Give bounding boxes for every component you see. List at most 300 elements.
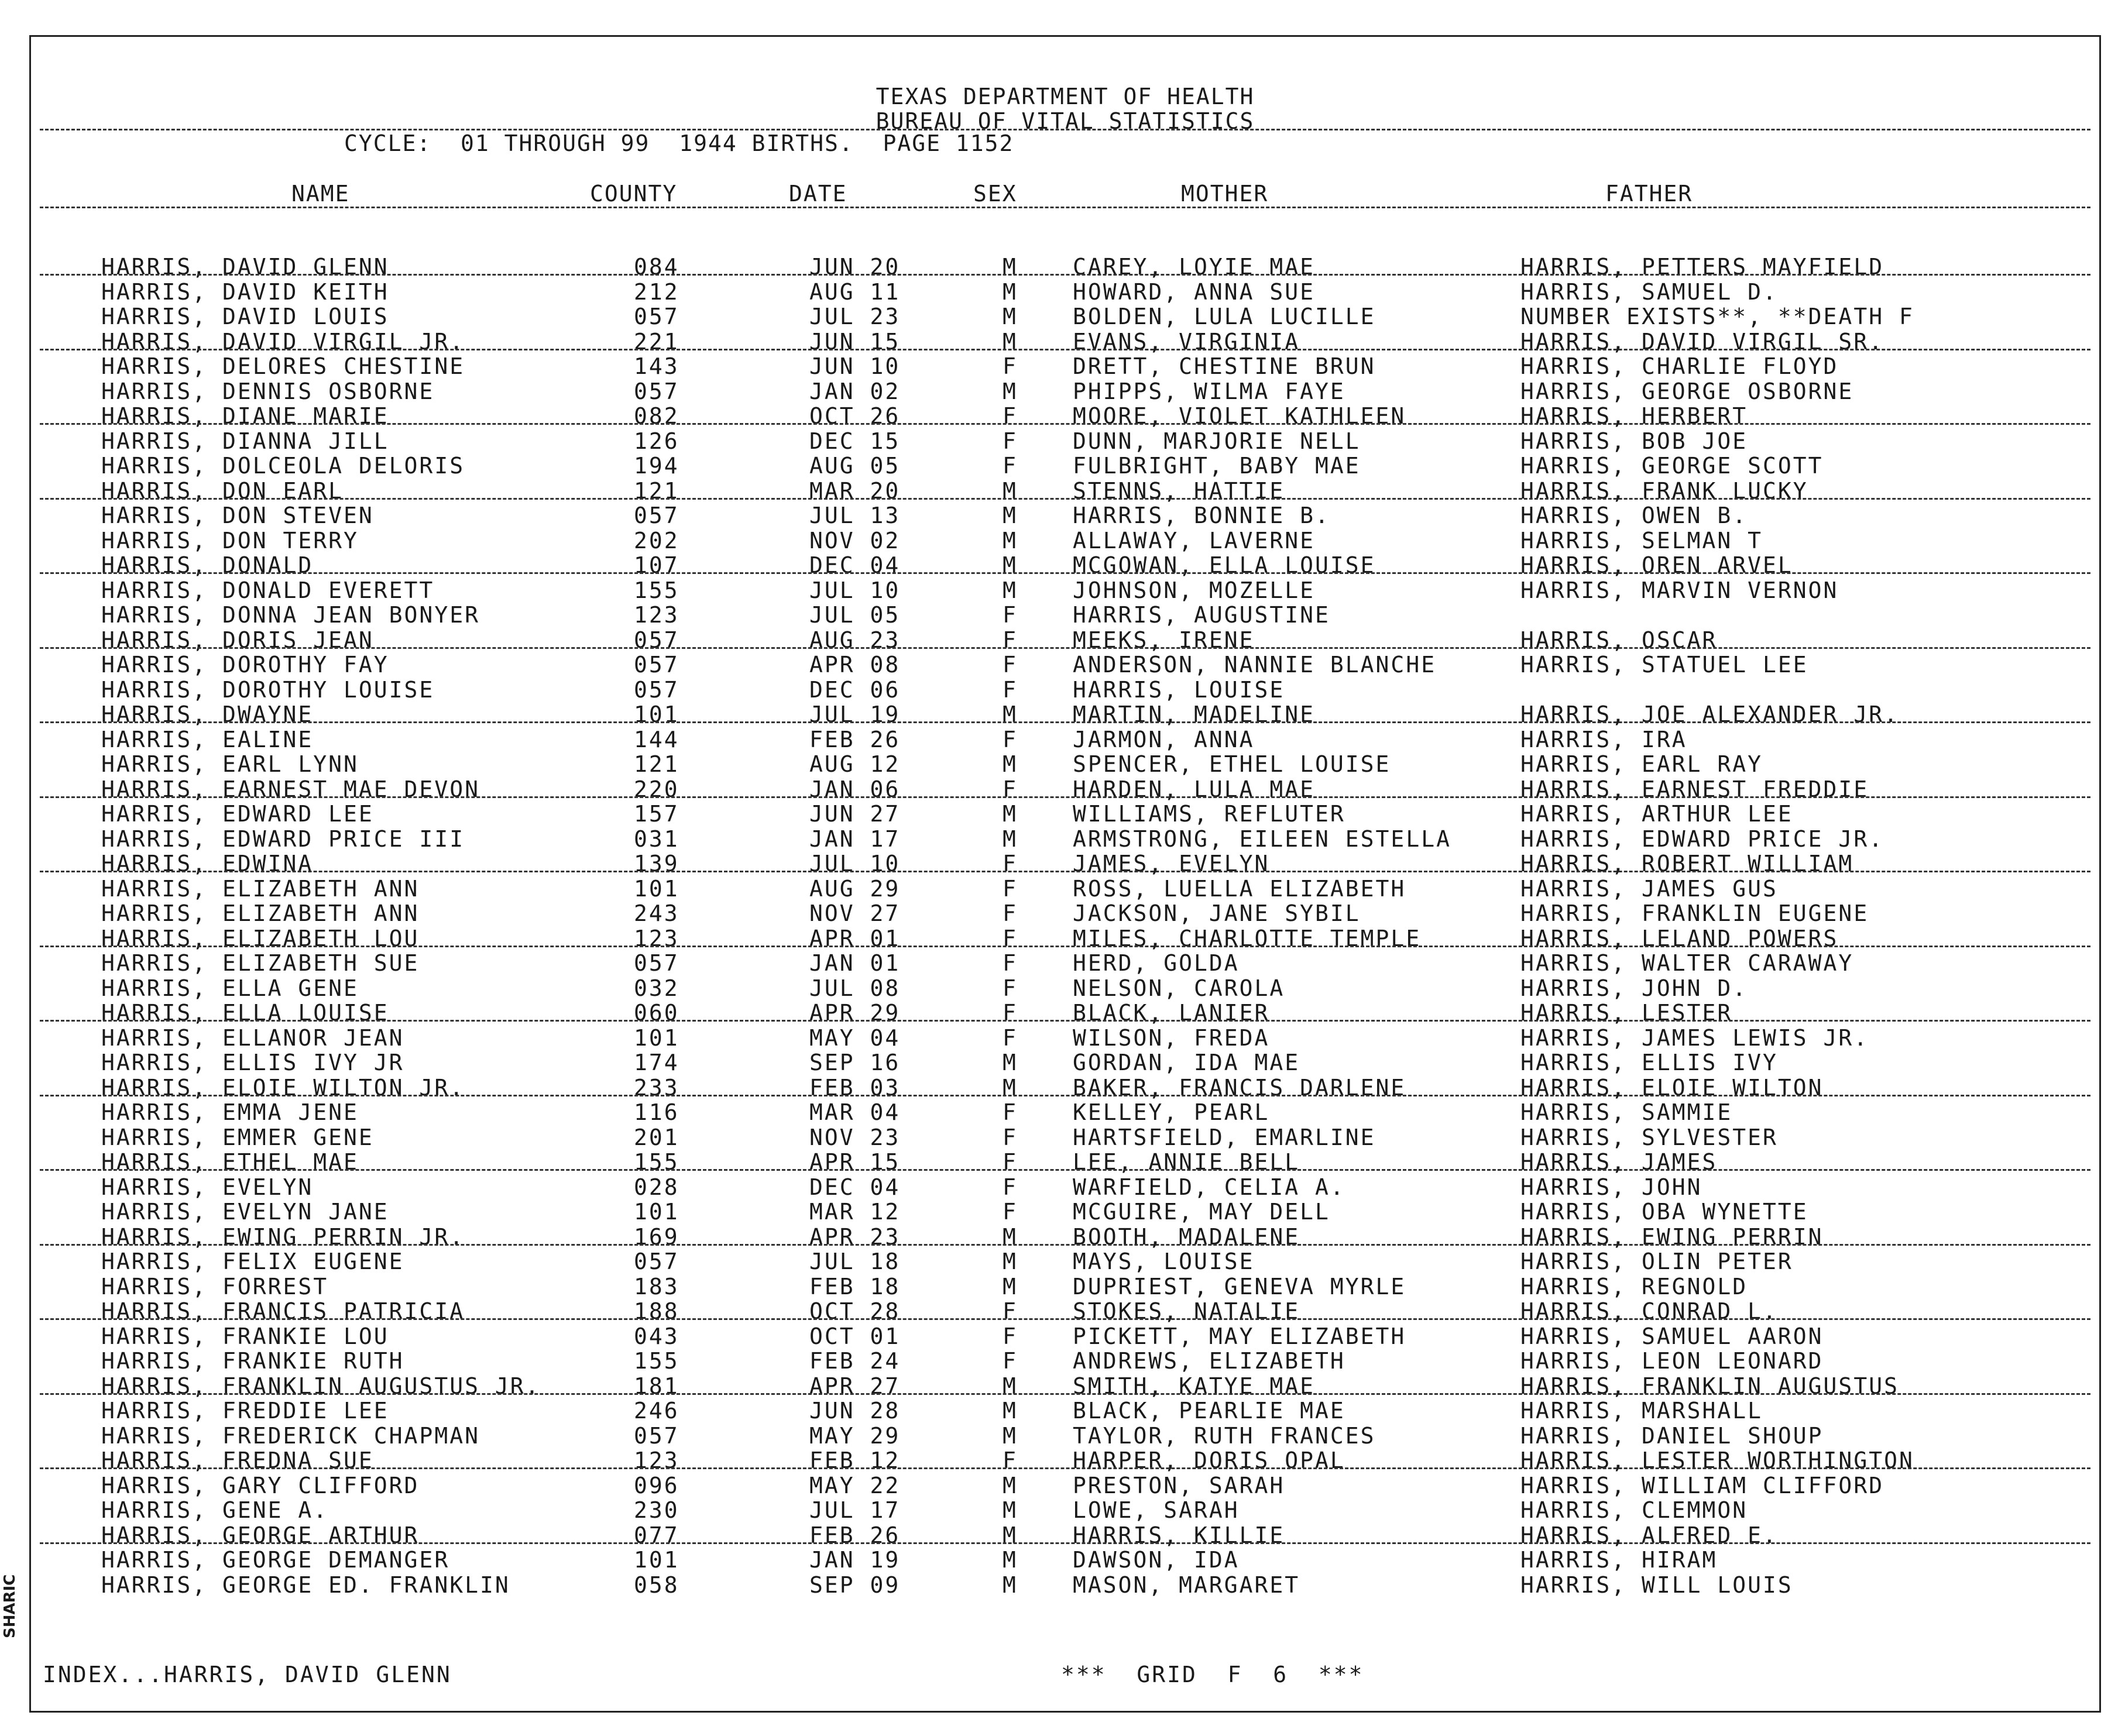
table-row [31,777,2099,802]
cell-mother: STOKES, NATALIE [1073,1298,1300,1324]
cell-father: HARRIS, FRANK LUCKY [1520,477,1808,504]
cell-father: HARRIS, JAMES [1520,1149,1718,1175]
cell-county: 101 [634,1547,679,1573]
cell-mother: WILSON, FREDA [1073,1025,1270,1051]
side-mark: SHARIC [1,1574,19,1638]
cell-sex: F [1003,353,1018,379]
cell-father: HARRIS, OSCAR [1520,627,1718,653]
cell-name: HARRIS, FRANCIS PATRICIA [101,1298,465,1324]
cell-father: HARRIS, OWEN B. [1520,503,1748,528]
table-row [31,1548,2099,1572]
cell-name: HARRIS, ELIZABETH SUE [101,950,420,976]
cell-county: 057 [634,627,679,653]
cell-mother: JOHNSON, MOZELLE [1073,577,1316,603]
cell-sex: M [1003,477,1018,504]
cell-name: HARRIS, DOLCEOLA DELORIS [101,453,465,479]
cell-name: HARRIS, FRANKIE RUTH [101,1348,404,1374]
table-row [31,1225,2099,1249]
cell-date: JUL 13 [809,503,901,528]
cell-sex: M [1003,826,1018,852]
cell-sex: F [1003,403,1018,429]
cell-mother: EVANS, VIRGINIA [1073,328,1300,355]
cell-name: HARRIS, EARL LYNN [101,751,359,777]
cell-sex: F [1003,1025,1018,1051]
table-row [31,652,2099,677]
cell-mother: HARTSFIELD, EMARLINE [1073,1124,1376,1150]
table-row [31,951,2099,975]
cell-sex: M [1003,378,1018,404]
table-row [31,1573,2099,1597]
cell-father: HARRIS, HERBERT [1520,403,1748,429]
cell-county: 139 [634,851,679,876]
cell-name: HARRIS, FRANKLIN AUGUSTUS JR. [101,1373,541,1399]
cell-father: HARRIS, SAMUEL AARON [1520,1323,1824,1349]
cell-name: HARRIS, EMMA JENE [101,1099,359,1125]
cell-county: 058 [634,1572,679,1598]
cell-mother: BOOTH, MADALENE [1073,1223,1300,1250]
table-row [31,1026,2099,1050]
cell-name: HARRIS, GEORGE DEMANGER [101,1547,450,1573]
cell-mother: HARDEN, LULA MAE [1073,776,1316,802]
column-header-date: DATE [789,181,847,207]
cell-county: 031 [634,826,679,852]
cell-date: JUN 10 [809,353,901,379]
cell-sex: M [1003,1422,1018,1449]
cell-name: HARRIS, ELLANOR JEAN [101,1025,404,1051]
cell-sex: M [1003,527,1018,554]
cell-mother: MOORE, VIOLET KATHLEEN [1073,403,1406,429]
cell-mother: HARPER, DORIS OPAL [1073,1448,1345,1473]
cell-date: FEB 26 [809,726,901,752]
cell-mother: TAYLOR, RUTH FRANCES [1073,1422,1376,1449]
cell-date: OCT 01 [809,1323,901,1349]
table-row [31,752,2099,776]
cell-father: HARRIS, GEORGE OSBORNE [1520,378,1854,404]
cell-mother: ANDREWS, ELIZABETH [1073,1348,1345,1374]
cell-father: HARRIS, BOB JOE [1520,428,1748,454]
cell-father: HARRIS, SELMAN T [1520,527,1763,554]
table-row [31,727,2099,752]
table-row [31,926,2099,951]
cell-father: HARRIS, LESTER [1520,1000,1733,1026]
table-row [31,1398,2099,1423]
cell-sex: M [1003,801,1018,827]
cell-mother: MAYS, LOUISE [1073,1249,1255,1274]
cell-name: HARRIS, EMMER GENE [101,1124,374,1150]
cell-father: HARRIS, DANIEL SHOUP [1520,1422,1824,1449]
cell-sex: M [1003,279,1018,305]
cell-date: DEC 06 [809,676,901,703]
cell-name: HARRIS, FORREST [101,1273,329,1300]
cell-date: MAR 12 [809,1199,901,1225]
cell-name: HARRIS, ELIZABETH ANN [101,900,420,926]
cell-date: MAY 22 [809,1472,901,1498]
cell-mother: FULBRIGHT, BABY MAE [1073,453,1361,479]
cell-mother: SPENCER, ETHEL LOUISE [1073,751,1391,777]
cell-name: HARRIS, FREDNA SUE [101,1448,374,1473]
cell-mother: BOLDEN, LULA LUCILLE [1073,304,1376,329]
table-row [31,1299,2099,1324]
cell-father: HARRIS, LELAND POWERS [1520,925,1839,951]
cell-name: HARRIS, EDWINA [101,851,314,876]
cell-name: HARRIS, DOROTHY LOUISE [101,676,435,703]
cell-name: HARRIS, DAVID LOUIS [101,304,389,329]
cell-name: HARRIS, DON STEVEN [101,503,374,528]
table-row [31,1001,2099,1025]
cell-date: JUN 27 [809,801,901,827]
cell-sex: M [1003,1074,1018,1101]
cell-sex: M [1003,1547,1018,1573]
cell-date: JUL 23 [809,304,901,329]
cell-date: JUL 10 [809,851,901,876]
cell-mother: HARRIS, BONNIE B. [1073,503,1330,528]
cell-father: HARRIS, SYLVESTER [1520,1124,1778,1150]
cell-name: HARRIS, DAVID GLENN [101,254,389,280]
cell-county: 082 [634,403,679,429]
cell-county: 057 [634,503,679,528]
cell-date: APR 23 [809,1223,901,1250]
cell-date: JUN 15 [809,328,901,355]
cell-sex: M [1003,503,1018,528]
cell-father: HARRIS, FRANKLIN AUGUSTUS [1520,1373,1899,1399]
cell-name: HARRIS, EARNEST MAE DEVON [101,776,480,802]
column-header-sex: SEX [973,181,1017,207]
cell-mother: STENNS, HATTIE [1073,477,1285,504]
cell-county: 188 [634,1298,679,1324]
cell-mother: ANDERSON, NANNIE BLANCHE [1073,652,1437,678]
cell-name: HARRIS, EWING PERRIN JR. [101,1223,465,1250]
cell-name: HARRIS, ELIZABETH ANN [101,875,420,902]
cell-date: JUL 18 [809,1249,901,1274]
cell-date: JUL 08 [809,975,901,1001]
cell-name: HARRIS, ELLIS IVY JR [101,1050,404,1075]
cell-county: 057 [634,1422,679,1449]
cell-mother: MEEKS, IRENE [1073,627,1255,653]
cell-name: HARRIS, DIANNA JILL [101,428,389,454]
cell-name: HARRIS, ELOIE WILTON JR. [101,1074,465,1101]
cell-sex: F [1003,627,1018,653]
cell-county: 028 [634,1174,679,1200]
cell-county: 116 [634,1099,679,1125]
cell-father: HARRIS, CONRAD L. [1520,1298,1778,1324]
cell-name: HARRIS, DORIS JEAN [101,627,374,653]
cell-sex: M [1003,304,1018,329]
column-header-mother: MOTHER [1181,181,1269,207]
cell-father: HARRIS, WILL LOUIS [1520,1572,1793,1598]
table-row [31,1125,2099,1150]
table-row [31,553,2099,577]
cell-mother: WARFIELD, CELIA A. [1073,1174,1345,1200]
cell-sex: M [1003,1497,1018,1523]
footer-grid: *** GRID F 6 *** [1061,1662,1364,1687]
cell-name: HARRIS, ELLA LOUISE [101,1000,389,1026]
cell-sex: F [1003,652,1018,678]
table-row [31,1050,2099,1075]
table-row [31,528,2099,553]
table-row [31,255,2099,279]
cell-father: HARRIS, WALTER CARAWAY [1520,950,1854,976]
cell-date: APR 08 [809,652,901,678]
column-header-county: COUNTY [590,181,678,207]
cell-mother: KELLEY, PEARL [1073,1099,1270,1125]
cell-name: HARRIS, FRANKIE LOU [101,1323,389,1349]
cell-mother: HERD, GOLDA [1073,950,1240,976]
cell-county: 155 [634,1149,679,1175]
cell-date: SEP 16 [809,1050,901,1075]
cell-date: JUL 19 [809,702,901,727]
table-row [31,304,2099,329]
cell-date: JAN 19 [809,1547,901,1573]
table-row [31,1199,2099,1224]
cell-sex: M [1003,1373,1018,1399]
cell-sex: F [1003,1099,1018,1125]
cell-sex: M [1003,1398,1018,1424]
cell-name: HARRIS, ELIZABETH LOU [101,925,420,951]
cell-father: HARRIS, MARVIN VERNON [1520,577,1839,603]
cell-date: NOV 02 [809,527,901,554]
cycle-line: CYCLE: 01 THROUGH 99 1944 BIRTHS. PAGE 1152 [344,130,1014,156]
cell-county: 233 [634,1074,679,1101]
cell-date: JUL 05 [809,602,901,628]
cell-mother: PHIPPS, WILMA FAYE [1073,378,1345,404]
cell-father: HARRIS, EARL RAY [1520,751,1763,777]
cell-father: HARRIS, STATUEL LEE [1520,652,1808,678]
cell-sex: M [1003,1223,1018,1250]
cell-date: OCT 26 [809,403,901,429]
cell-date: MAR 04 [809,1099,901,1125]
cell-sex: M [1003,328,1018,355]
cell-name: HARRIS, EDWARD PRICE III [101,826,465,852]
cell-mother: HARRIS, LOUISE [1073,676,1285,703]
cell-sex: M [1003,1572,1018,1598]
table-row [31,429,2099,453]
cell-name: HARRIS, EVELYN JANE [101,1199,389,1225]
cell-father: HARRIS, OBA WYNETTE [1520,1199,1808,1225]
cell-father: HARRIS, IRA [1520,726,1687,752]
cell-father: HARRIS, ELOIE WILTON [1520,1074,1824,1101]
cell-county: 157 [634,801,679,827]
cell-father: HARRIS, ELLIS IVY [1520,1050,1778,1075]
cell-mother: GORDAN, IDA MAE [1073,1050,1300,1075]
table-row [31,901,2099,926]
cell-mother: JACKSON, JANE SYBIL [1073,900,1361,926]
cell-date: DEC 04 [809,552,901,578]
cell-sex: F [1003,975,1018,1001]
cell-name: HARRIS, GARY CLIFFORD [101,1472,420,1498]
cell-county: 181 [634,1373,679,1399]
cell-county: 101 [634,875,679,902]
cell-date: FEB 26 [809,1522,901,1548]
cell-father: HARRIS, OLIN PETER [1520,1249,1793,1274]
cell-date: JAN 01 [809,950,901,976]
cell-date: APR 27 [809,1373,901,1399]
table-row [31,379,2099,404]
cell-sex: F [1003,950,1018,976]
table-row [31,1249,2099,1274]
cell-county: 123 [634,925,679,951]
cell-mother: MILES, CHARLOTTE TEMPLE [1073,925,1422,951]
cell-date: NOV 27 [809,900,901,926]
cell-sex: M [1003,1472,1018,1498]
table-row [31,354,2099,379]
cell-date: JUL 17 [809,1497,901,1523]
cell-name: HARRIS, ETHEL MAE [101,1149,359,1175]
cell-sex: M [1003,702,1018,727]
cell-father: HARRIS, FRANKLIN EUGENE [1520,900,1869,926]
cell-date: DEC 04 [809,1174,901,1200]
cell-mother: CAREY, LOYIE MAE [1073,254,1316,280]
cell-county: 221 [634,328,679,355]
cell-mother: JAMES, EVELYN [1073,851,1270,876]
table-row [31,1498,2099,1522]
cell-date: AUG 29 [809,875,901,902]
cell-name: HARRIS, DENNIS OSBORNE [101,378,435,404]
cell-name: HARRIS, EALINE [101,726,314,752]
cell-county: 246 [634,1398,679,1424]
cell-name: HARRIS, EVELYN [101,1174,314,1200]
cell-mother: PRESTON, SARAH [1073,1472,1285,1498]
cell-mother: BAKER, FRANCIS DARLENE [1073,1074,1406,1101]
cell-date: MAY 04 [809,1025,901,1051]
cell-sex: F [1003,1199,1018,1225]
cell-county: 201 [634,1124,679,1150]
cell-mother: JARMON, ANNA [1073,726,1255,752]
cell-county: 043 [634,1323,679,1349]
cell-county: 121 [634,477,679,504]
cell-sex: F [1003,1124,1018,1150]
cell-county: 126 [634,428,679,454]
cell-mother: PICKETT, MAY ELIZABETH [1073,1323,1406,1349]
cell-county: 057 [634,378,679,404]
table-row [31,1324,2099,1349]
table-row [31,678,2099,702]
cell-mother: DUPRIEST, GENEVA MYRLE [1073,1273,1406,1300]
cell-sex: F [1003,1323,1018,1349]
cell-mother: MASON, MARGARET [1073,1572,1300,1598]
cell-mother: DUNN, MARJORIE NELL [1073,428,1361,454]
table-row [31,1349,2099,1373]
cell-date: FEB 12 [809,1448,901,1473]
cell-date: APR 15 [809,1149,901,1175]
cell-county: 155 [634,577,679,603]
cell-county: 096 [634,1472,679,1498]
cell-father: HARRIS, MARSHALL [1520,1398,1763,1424]
cell-mother: NELSON, CAROLA [1073,975,1285,1001]
cell-date: JUN 20 [809,254,901,280]
cell-county: 101 [634,1025,679,1051]
cell-date: AUG 11 [809,279,901,305]
cell-sex: F [1003,1149,1018,1175]
table-row [31,1274,2099,1299]
cell-father: HARRIS, JAMES LEWIS JR. [1520,1025,1869,1051]
cell-date: NOV 23 [809,1124,901,1150]
cell-county: 123 [634,602,679,628]
table-row [31,1374,2099,1398]
cell-father: HARRIS, LEON LEONARD [1520,1348,1824,1374]
records-table [31,37,2099,1711]
cell-sex: F [1003,1448,1018,1473]
table-row [31,1100,2099,1125]
cell-name: HARRIS, DON TERRY [101,527,359,554]
cell-date: DEC 15 [809,428,901,454]
document-frame [29,35,2101,1713]
cell-sex: M [1003,751,1018,777]
cell-date: JUN 28 [809,1398,901,1424]
cell-father: HARRIS, JOHN D. [1520,975,1748,1001]
cell-sex: M [1003,1273,1018,1300]
cell-county: 032 [634,975,679,1001]
cell-mother: LEE, ANNIE BELL [1073,1149,1300,1175]
cell-county: 230 [634,1497,679,1523]
cell-mother: LOWE, SARAH [1073,1497,1240,1523]
cell-county: 144 [634,726,679,752]
cell-county: 220 [634,776,679,802]
cell-date: APR 01 [809,925,901,951]
cell-sex: M [1003,577,1018,603]
cell-name: HARRIS, DELORES CHESTINE [101,353,465,379]
table-row [31,1448,2099,1473]
table-row [31,1424,2099,1448]
table-row [31,1175,2099,1199]
cell-mother: MARTIN, MADELINE [1073,702,1316,727]
table-row [31,802,2099,826]
cell-sex: F [1003,602,1018,628]
cell-name: HARRIS, FELIX EUGENE [101,1249,404,1274]
document-title: TEXAS DEPARTMENT OF HEALTH [876,84,1255,109]
cell-sex: F [1003,726,1018,752]
table-row [31,329,2099,354]
cell-sex: F [1003,1348,1018,1374]
cell-mother: ARMSTRONG, EILEEN ESTELLA [1073,826,1451,852]
cell-name: HARRIS, DAVID KEITH [101,279,389,305]
table-row [31,479,2099,503]
cell-date: MAY 29 [809,1422,901,1449]
table-row [31,603,2099,627]
cell-mother: MCGUIRE, MAY DELL [1073,1199,1330,1225]
cell-date: AUG 23 [809,627,901,653]
cell-father: HARRIS, ALFRED E. [1520,1522,1778,1548]
cell-name: HARRIS, GEORGE ED. FRANKLIN [101,1572,510,1598]
cell-mother: WILLIAMS, REFLUTER [1073,801,1345,827]
table-row [31,1150,2099,1174]
cell-name: HARRIS, ELLA GENE [101,975,359,1001]
cell-father: HARRIS, REGNOLD [1520,1273,1748,1300]
cell-county: 123 [634,1448,679,1473]
cell-father: HARRIS, JOE ALEXANDER JR. [1520,702,1899,727]
cell-county: 174 [634,1050,679,1075]
cell-county: 084 [634,254,679,280]
cell-sex: F [1003,1174,1018,1200]
table-row [31,1473,2099,1498]
table-row [31,280,2099,304]
cell-mother: BLACK, LANIER [1073,1000,1270,1026]
cell-sex: F [1003,851,1018,876]
cell-mother: HARRIS, KILLIE [1073,1522,1285,1548]
table-row [31,702,2099,727]
cell-mother: HARRIS, AUGUSTINE [1073,602,1330,628]
cell-name: HARRIS, DOROTHY FAY [101,652,389,678]
cell-date: AUG 12 [809,751,901,777]
cell-date: MAR 20 [809,477,901,504]
cell-mother: MCGOWAN, ELLA LOUISE [1073,552,1376,578]
cell-date: JAN 17 [809,826,901,852]
cell-mother: ALLAWAY, LAVERNE [1073,527,1316,554]
cell-sex: F [1003,875,1018,902]
cell-name: HARRIS, GEORGE ARTHUR [101,1522,420,1548]
cell-county: 057 [634,304,679,329]
cell-county: 202 [634,527,679,554]
cell-county: 057 [634,652,679,678]
